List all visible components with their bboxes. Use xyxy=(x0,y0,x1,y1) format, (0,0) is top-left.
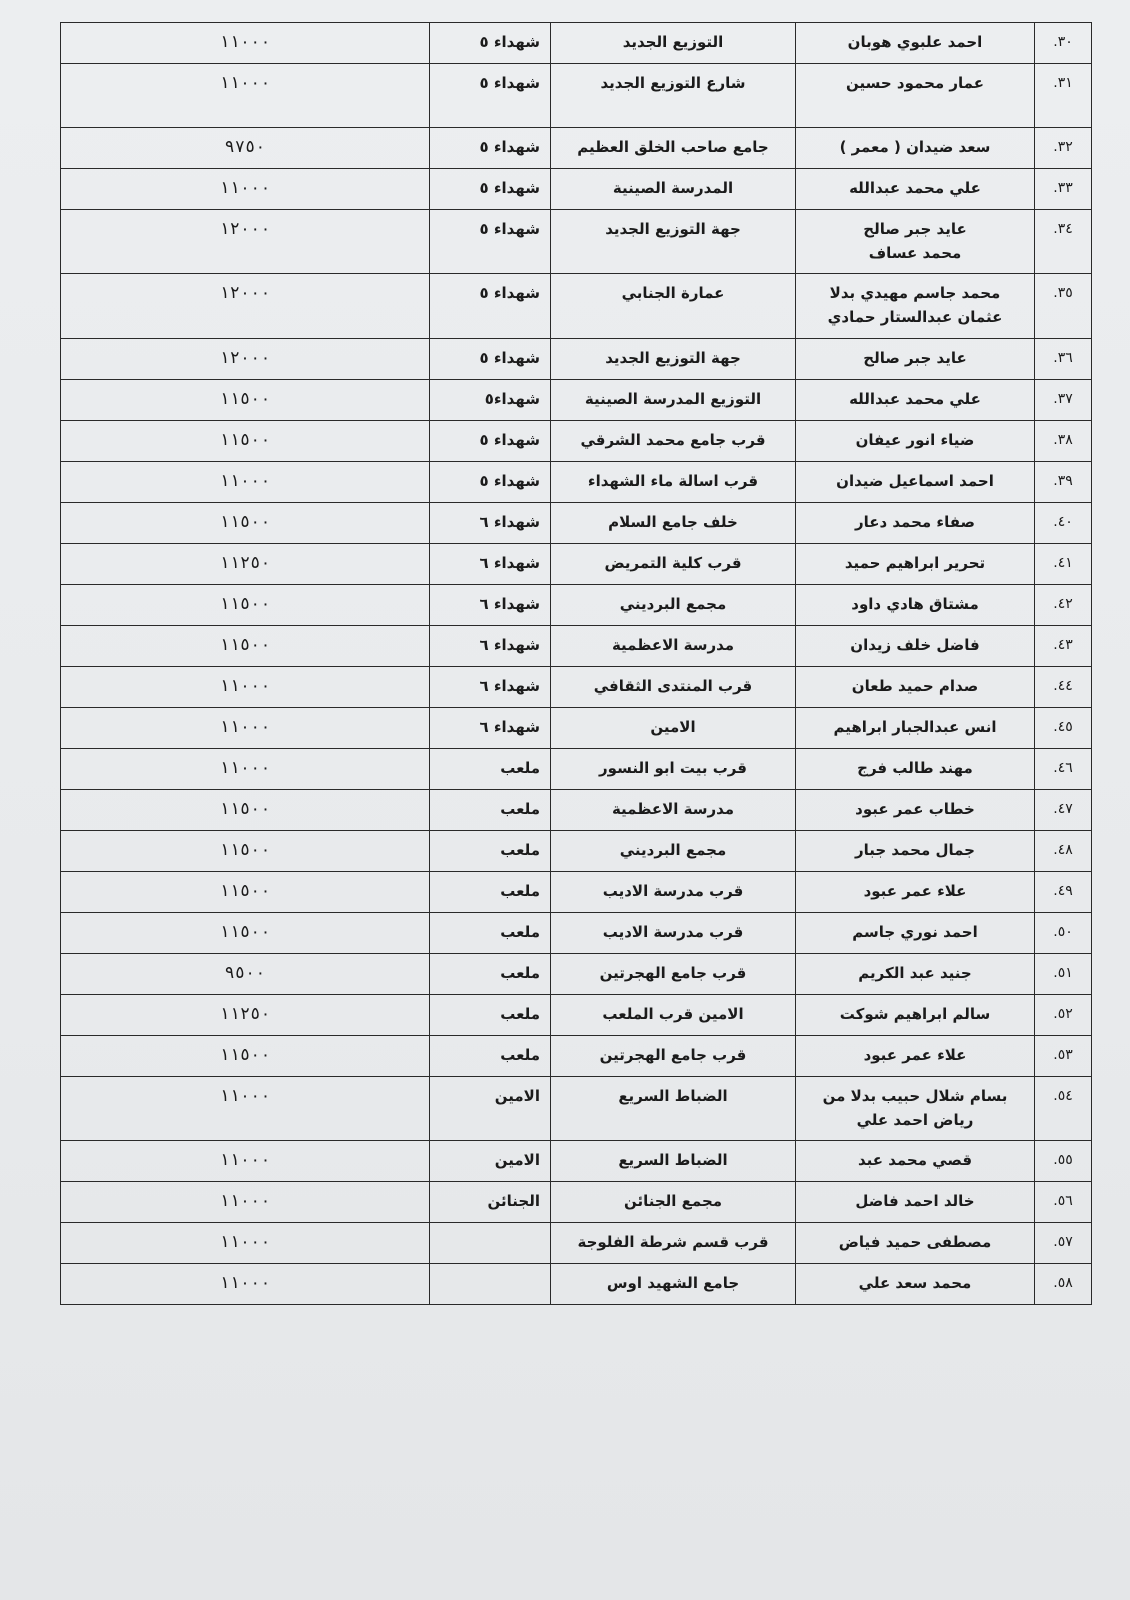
row-number: ٣٨. xyxy=(1035,421,1092,462)
subscriber-name: محمد سعد علي xyxy=(796,1264,1035,1305)
row-number: ٤٧. xyxy=(1035,790,1092,831)
subscriber-name: علاء عمر عبود xyxy=(796,872,1035,913)
table-row xyxy=(61,380,1092,421)
area: ملعب xyxy=(430,995,551,1036)
amount: ١٢٠٠٠ xyxy=(61,210,430,274)
area: ملعب xyxy=(430,872,551,913)
table-row xyxy=(61,210,1092,274)
amount: ١١٢٥٠ xyxy=(61,544,430,585)
table-row xyxy=(61,503,1092,544)
area: ملعب xyxy=(430,749,551,790)
row-number: ٤٨. xyxy=(1035,831,1092,872)
amount: ١١٢٥٠ xyxy=(61,995,430,1036)
generator-subscribers-table xyxy=(60,22,1092,1305)
area: الجنائن xyxy=(430,1182,551,1223)
subscriber-name: بسام شلال حبيب بدلا من رياض احمد علي xyxy=(796,1077,1035,1141)
location: مجمع البرديني xyxy=(551,585,796,626)
subscriber-name: علي محمد عبدالله xyxy=(796,380,1035,421)
area xyxy=(430,1264,551,1305)
amount: ١١٥٠٠ xyxy=(61,913,430,954)
amount: ١١٠٠٠ xyxy=(61,667,430,708)
subscriber-name: سالم ابراهيم شوكت xyxy=(796,995,1035,1036)
table-row xyxy=(61,128,1092,169)
location: قرب مدرسة الاديب xyxy=(551,872,796,913)
table-row xyxy=(61,274,1092,339)
table-row xyxy=(61,1223,1092,1264)
area: ملعب xyxy=(430,790,551,831)
location: مجمع البرديني xyxy=(551,831,796,872)
row-number: ٣٣. xyxy=(1035,169,1092,210)
amount: ١١٠٠٠ xyxy=(61,749,430,790)
location: قرب بيت ابو النسور xyxy=(551,749,796,790)
table-row xyxy=(61,913,1092,954)
table-row xyxy=(61,708,1092,749)
location: قرب جامع محمد الشرقي xyxy=(551,421,796,462)
amount: ١١٠٠٠ xyxy=(61,64,430,128)
subscriber-name: احمد نوري جاسم xyxy=(796,913,1035,954)
row-number: ٣٥. xyxy=(1035,274,1092,339)
row-number: ٤١. xyxy=(1035,544,1092,585)
row-number: ٥٤. xyxy=(1035,1077,1092,1141)
subscriber-name: صدام حميد طعان xyxy=(796,667,1035,708)
table-row xyxy=(61,421,1092,462)
table-row xyxy=(61,1182,1092,1223)
location: الامين قرب الملعب xyxy=(551,995,796,1036)
area: شهداء ٥ xyxy=(430,274,551,339)
area: شهداء٥ xyxy=(430,380,551,421)
location: خلف جامع السلام xyxy=(551,503,796,544)
area: شهداء ٥ xyxy=(430,421,551,462)
area: شهداء ٥ xyxy=(430,339,551,380)
location: عمارة الجنابي xyxy=(551,274,796,339)
row-number: ٤٩. xyxy=(1035,872,1092,913)
table-row xyxy=(61,585,1092,626)
table-row xyxy=(61,749,1092,790)
area: ملعب xyxy=(430,913,551,954)
table-row xyxy=(61,1077,1092,1141)
table-row xyxy=(61,1264,1092,1305)
table-row xyxy=(61,544,1092,585)
amount: ١١٠٠٠ xyxy=(61,462,430,503)
table-row xyxy=(61,667,1092,708)
row-number: ٣٤. xyxy=(1035,210,1092,274)
amount: ١١٥٠٠ xyxy=(61,380,430,421)
subscriber-name: مهند طالب فرج xyxy=(796,749,1035,790)
subscriber-name: علي محمد عبدالله xyxy=(796,169,1035,210)
location: قرب قسم شرطة الفلوجة xyxy=(551,1223,796,1264)
location: جامع الشهيد اوس xyxy=(551,1264,796,1305)
row-number: ٤٢. xyxy=(1035,585,1092,626)
table-row xyxy=(61,1036,1092,1077)
table-row xyxy=(61,23,1092,64)
area: شهداء ٥ xyxy=(430,462,551,503)
row-number: ٥٠. xyxy=(1035,913,1092,954)
table-row xyxy=(61,831,1092,872)
subscriber-name: سعد ضيدان ( معمر ) xyxy=(796,128,1035,169)
row-number: ٤٠. xyxy=(1035,503,1092,544)
amount: ١١٥٠٠ xyxy=(61,872,430,913)
subscriber-name: مشتاق هادي داود xyxy=(796,585,1035,626)
subscriber-name: خالد احمد فاضل xyxy=(796,1182,1035,1223)
location: التوزيع المدرسة الصينية xyxy=(551,380,796,421)
amount: ٩٧٥٠ xyxy=(61,128,430,169)
subscriber-name: مصطفى حميد فياض xyxy=(796,1223,1035,1264)
row-number: ٥٣. xyxy=(1035,1036,1092,1077)
location: مجمع الجنائن xyxy=(551,1182,796,1223)
table-row xyxy=(61,64,1092,128)
row-number: ٤٣. xyxy=(1035,626,1092,667)
row-number: ٥٦. xyxy=(1035,1182,1092,1223)
area: شهداء ٦ xyxy=(430,626,551,667)
row-number: ٤٦. xyxy=(1035,749,1092,790)
location: المدرسة الصينية xyxy=(551,169,796,210)
table-row xyxy=(61,954,1092,995)
row-number: ٤٤. xyxy=(1035,667,1092,708)
amount: ١١٠٠٠ xyxy=(61,1223,430,1264)
area: شهداء ٦ xyxy=(430,708,551,749)
location: جهة التوزيع الجديد xyxy=(551,210,796,274)
amount: ١١٠٠٠ xyxy=(61,1141,430,1182)
subscriber-name: جنيد عبد الكريم xyxy=(796,954,1035,995)
area: شهداء ٥ xyxy=(430,64,551,128)
subscriber-name: علاء عمر عبود xyxy=(796,1036,1035,1077)
table-row xyxy=(61,626,1092,667)
area: ملعب xyxy=(430,954,551,995)
location: جهة التوزيع الجديد xyxy=(551,339,796,380)
amount: ١١٥٠٠ xyxy=(61,831,430,872)
row-number: ٣٦. xyxy=(1035,339,1092,380)
area: شهداء ٦ xyxy=(430,503,551,544)
area: شهداء ٥ xyxy=(430,128,551,169)
location: قرب المنتدى الثقافي xyxy=(551,667,796,708)
amount: ١١٠٠٠ xyxy=(61,708,430,749)
location: شارع التوزيع الجديد xyxy=(551,64,796,128)
amount: ١١٠٠٠ xyxy=(61,23,430,64)
location: قرب مدرسة الاديب xyxy=(551,913,796,954)
amount: ١١٥٠٠ xyxy=(61,1036,430,1077)
subscriber-name: احمد علبوي هوبان xyxy=(796,23,1035,64)
subscriber-name: قصي محمد عبد xyxy=(796,1141,1035,1182)
subscriber-name: فاضل خلف زيدان xyxy=(796,626,1035,667)
location: قرب كلية التمريض xyxy=(551,544,796,585)
subscriber-name: احمد اسماعيل ضيدان xyxy=(796,462,1035,503)
area: ملعب xyxy=(430,1036,551,1077)
row-number: ٥٨. xyxy=(1035,1264,1092,1305)
subscriber-name: تحرير ابراهيم حميد xyxy=(796,544,1035,585)
subscriber-name: عايد جبر صالح xyxy=(796,339,1035,380)
area: شهداء ٦ xyxy=(430,585,551,626)
table-row xyxy=(61,169,1092,210)
row-number: ٤٥. xyxy=(1035,708,1092,749)
table-body xyxy=(61,23,1092,1305)
location: قرب اسالة ماء الشهداء xyxy=(551,462,796,503)
amount: ١١٥٠٠ xyxy=(61,503,430,544)
area: شهداء ٦ xyxy=(430,667,551,708)
table-row xyxy=(61,995,1092,1036)
location: قرب جامع الهجرتين xyxy=(551,954,796,995)
amount: ١١٠٠٠ xyxy=(61,1077,430,1141)
location: قرب جامع الهجرتين xyxy=(551,1036,796,1077)
location: التوزيع الجديد xyxy=(551,23,796,64)
amount: ١٢٠٠٠ xyxy=(61,274,430,339)
area: شهداء ٦ xyxy=(430,544,551,585)
subscriber-name: انس عبدالجبار ابراهيم xyxy=(796,708,1035,749)
row-number: ٥١. xyxy=(1035,954,1092,995)
amount: ٩٥٠٠ xyxy=(61,954,430,995)
amount: ١٢٠٠٠ xyxy=(61,339,430,380)
location: مدرسة الاعظمية xyxy=(551,626,796,667)
location: مدرسة الاعظمية xyxy=(551,790,796,831)
subscriber-name: عايد جبر صالح محمد عساف xyxy=(796,210,1035,274)
amount: ١١٠٠٠ xyxy=(61,1264,430,1305)
row-number: ٣٧. xyxy=(1035,380,1092,421)
amount: ١١٥٠٠ xyxy=(61,585,430,626)
table-row xyxy=(61,1141,1092,1182)
location: الضباط السريع xyxy=(551,1077,796,1141)
area: ملعب xyxy=(430,831,551,872)
amount: ١١٥٠٠ xyxy=(61,790,430,831)
table-row xyxy=(61,339,1092,380)
row-number: ٣٠. xyxy=(1035,23,1092,64)
subscriber-name: خطاب عمر عبود xyxy=(796,790,1035,831)
area: شهداء ٥ xyxy=(430,169,551,210)
amount: ١١٠٠٠ xyxy=(61,169,430,210)
table-row xyxy=(61,872,1092,913)
table-row xyxy=(61,790,1092,831)
location: الامين xyxy=(551,708,796,749)
row-number: ٣١. xyxy=(1035,64,1092,128)
table-row xyxy=(61,462,1092,503)
row-number: ٥٥. xyxy=(1035,1141,1092,1182)
subscriber-name: محمد جاسم مهيدي بدلا عثمان عبدالستار حمادي xyxy=(796,274,1035,339)
row-number: ٥٧. xyxy=(1035,1223,1092,1264)
subscriber-name: جمال محمد جبار xyxy=(796,831,1035,872)
subscriber-name: صفاء محمد دعار xyxy=(796,503,1035,544)
amount: ١١٥٠٠ xyxy=(61,421,430,462)
row-number: ٣٩. xyxy=(1035,462,1092,503)
subscriber-name: ضياء انور عيفان xyxy=(796,421,1035,462)
area: الامين xyxy=(430,1141,551,1182)
subscriber-name: عمار محمود حسين xyxy=(796,64,1035,128)
location: الضباط السريع xyxy=(551,1141,796,1182)
amount: ١١٥٠٠ xyxy=(61,626,430,667)
location: جامع صاحب الخلق العظيم xyxy=(551,128,796,169)
amount: ١١٠٠٠ xyxy=(61,1182,430,1223)
area: شهداء ٥ xyxy=(430,23,551,64)
area: شهداء ٥ xyxy=(430,210,551,274)
area xyxy=(430,1223,551,1264)
row-number: ٣٢. xyxy=(1035,128,1092,169)
area: الامين xyxy=(430,1077,551,1141)
row-number: ٥٢. xyxy=(1035,995,1092,1036)
